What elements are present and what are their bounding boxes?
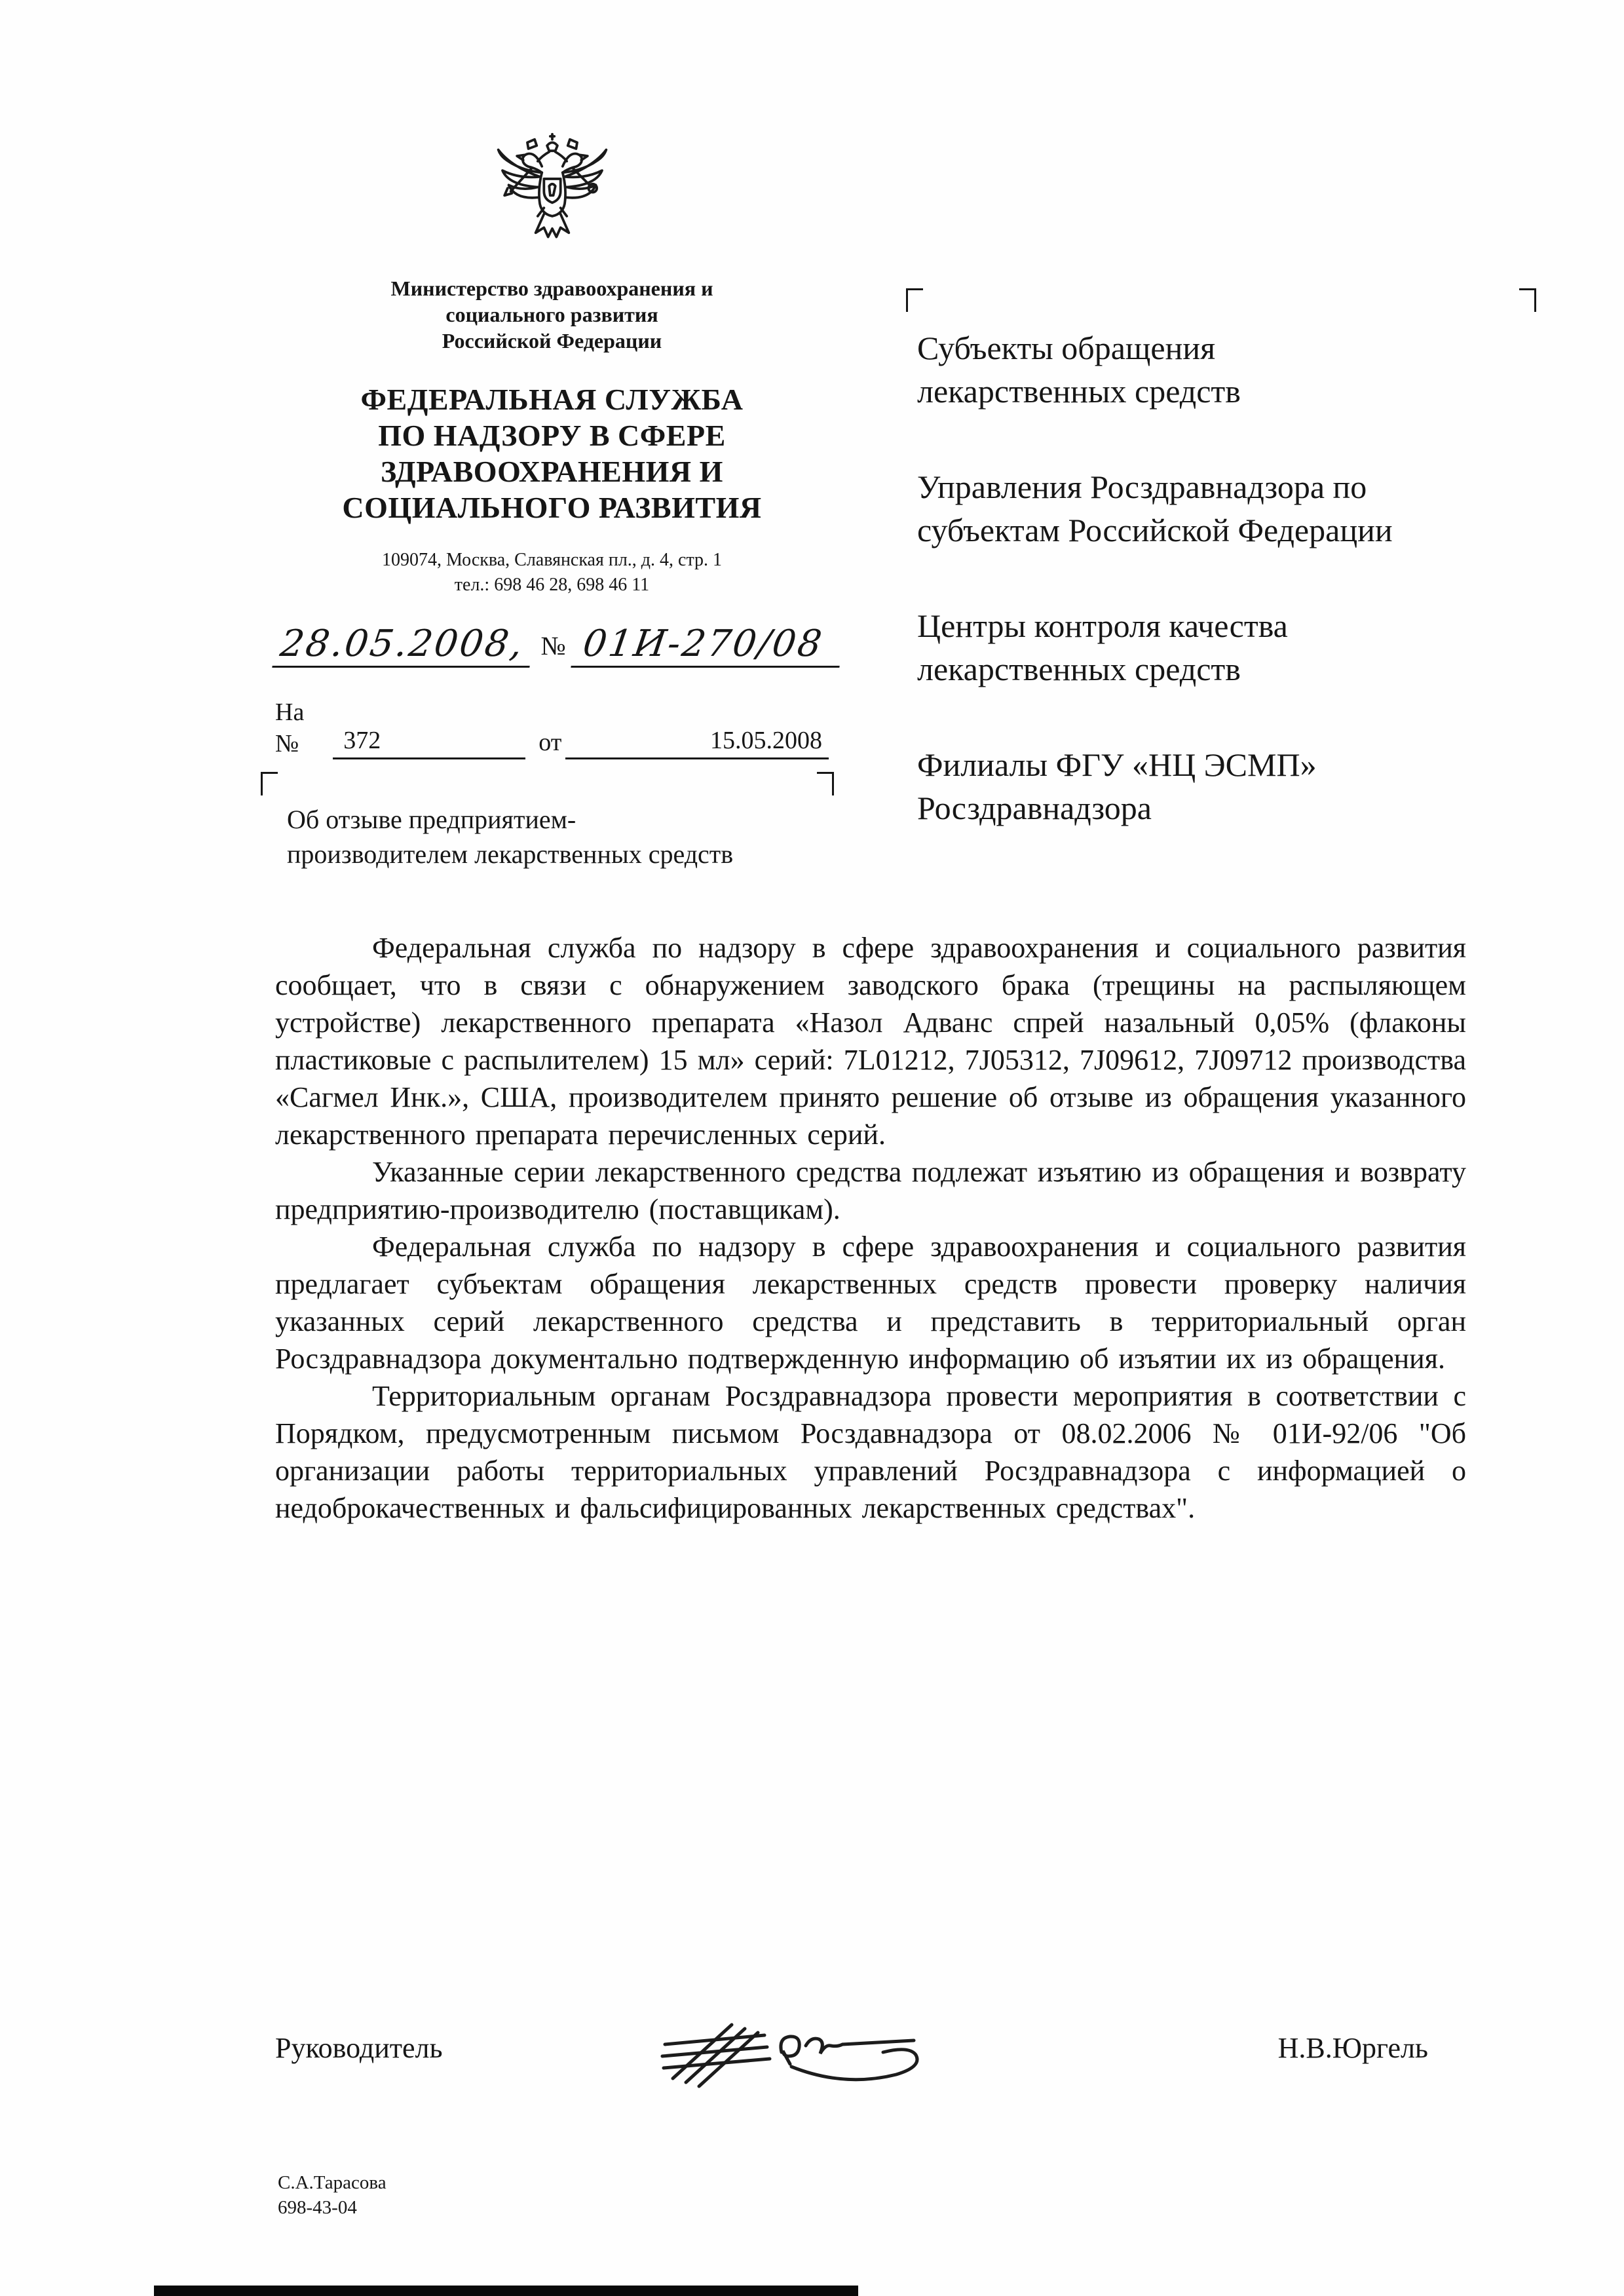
recipient-item (906, 743, 1536, 830)
outgoing-number-line (275, 624, 829, 668)
executor-phone: 698-43-04 (278, 2197, 357, 2218)
scan-artifact-bar (154, 2286, 858, 2296)
fold-mark-top-left-icon (261, 772, 278, 795)
ministry-line: Министерство здравоохранения и (390, 277, 713, 300)
subject-text (261, 772, 834, 871)
recipient-line: Управления Росздравнадзора по (917, 469, 1367, 505)
letterhead (275, 131, 829, 759)
ref-prefix: На № (275, 698, 305, 757)
recipient-line: Субъекты обращения (917, 330, 1216, 366)
recipient-item (906, 604, 1536, 691)
recipient-line: Центры контроля качества (917, 607, 1288, 644)
ministry-line: социального развития (445, 303, 658, 326)
body-paragraph: Федеральная служба по надзору в сфере здравоохранения и социального развития предлагает субъектам обращения лекарственных средств провести проверку наличия указанных серий лекарственного средства и представить в территориальный орган Росздравнадзора документально подтвержденную информацию об изъятии их из обращения. (275, 1231, 1466, 1375)
signer-name: Н.В.Юргель (1277, 2032, 1428, 2064)
executor-block (278, 2170, 387, 2220)
recipient-line: субъектам Российской Федерации (917, 512, 1393, 548)
executor-name: С.А.Тарасова (278, 2172, 387, 2193)
service-line: СОЦИАЛЬНОГО РАЗВИТИЯ (342, 491, 762, 524)
coat-of-arms-icon (490, 131, 614, 266)
recipient-item (906, 465, 1536, 552)
subject-line: производителем лекарственных средств (287, 839, 734, 869)
handwritten-signature-icon (632, 2001, 1051, 2113)
recipient-line: Филиалы ФГУ «НЦ ЭСМП» (917, 746, 1317, 783)
signature-row (275, 2019, 1462, 2124)
ministry-name (275, 275, 829, 354)
body-paragraph: Указанные серии лекарственного средства подлежат изъятию из обращения и возврату предприятию-производителю (поставщикам). (275, 1156, 1466, 1225)
fold-mark-top-left-icon (906, 288, 923, 312)
subject-block (261, 772, 834, 871)
subject-line: Об отзыве предприятием- (287, 805, 576, 834)
recipients-block (906, 288, 1536, 882)
recipient-line: лекарственных средств (917, 651, 1241, 687)
number-sign: № (540, 631, 566, 660)
fold-mark-top-right-icon (817, 772, 834, 795)
handwritten-outgoing-number: 01И-270/08 (571, 624, 845, 668)
recipient-line: лекарственных средств (917, 373, 1241, 410)
service-line: ФЕДЕРАЛЬНАЯ СЛУЖБА (360, 383, 744, 416)
postal-address: 109074, Москва, Славянская пл., д. 4, стр. 1 (381, 550, 723, 570)
ref-number-field: 372 (333, 725, 525, 759)
ministry-line: Российской Федерации (442, 329, 662, 353)
recipient-line: Росздравнадзора (917, 790, 1152, 826)
handwritten-date: 28.05.2008, (272, 624, 536, 668)
service-line: ПО НАДЗОРУ В СФЕРЕ (378, 419, 726, 452)
ref-date-field: 15.05.2008 (565, 725, 829, 759)
service-line: ЗДРАВООХРАНЕНИЯ И (381, 455, 723, 488)
fold-mark-top-right-icon (1519, 288, 1536, 312)
service-name (275, 381, 829, 526)
signer-title: Руководитель (275, 2032, 443, 2064)
letter-body (275, 929, 1466, 1527)
reference-line (275, 697, 829, 759)
body-paragraph: Федеральная служба по надзору в сфере здравоохранения и социального развития сообщает, что в связи с обнаружением заводского брака (трещины на распыляющем устройстве) лекарственного препарата «Назол Адванс спрей назальный 0,05% (флаконы пластиковые с распылителем) 15 мл» серий: 7L01212, 7J05312, 7J09612, 7J09712 производства «Сагмел Инк.», США, производителем принято решение об отзыве из обращения указанного лекарственного препарата перечисленных серий. (275, 932, 1466, 1151)
phone-line: тел.: 698 46 28, 698 46 11 (454, 575, 650, 595)
body-paragraph: Территориальным органам Росздравнадзора провести мероприятия в соответствии с Порядком, предусмотренным письмом Росздавнадзора от 08.02.2006 № 01И-92/06 "Об организации работы территориальных управлений Росздравнадзора с информацией о недоброкачественных и фальсифицированных лекарственных средствах". (275, 1380, 1466, 1524)
recipient-item (906, 326, 1536, 413)
ref-from-label: от (538, 729, 562, 756)
contact-block (275, 548, 829, 598)
